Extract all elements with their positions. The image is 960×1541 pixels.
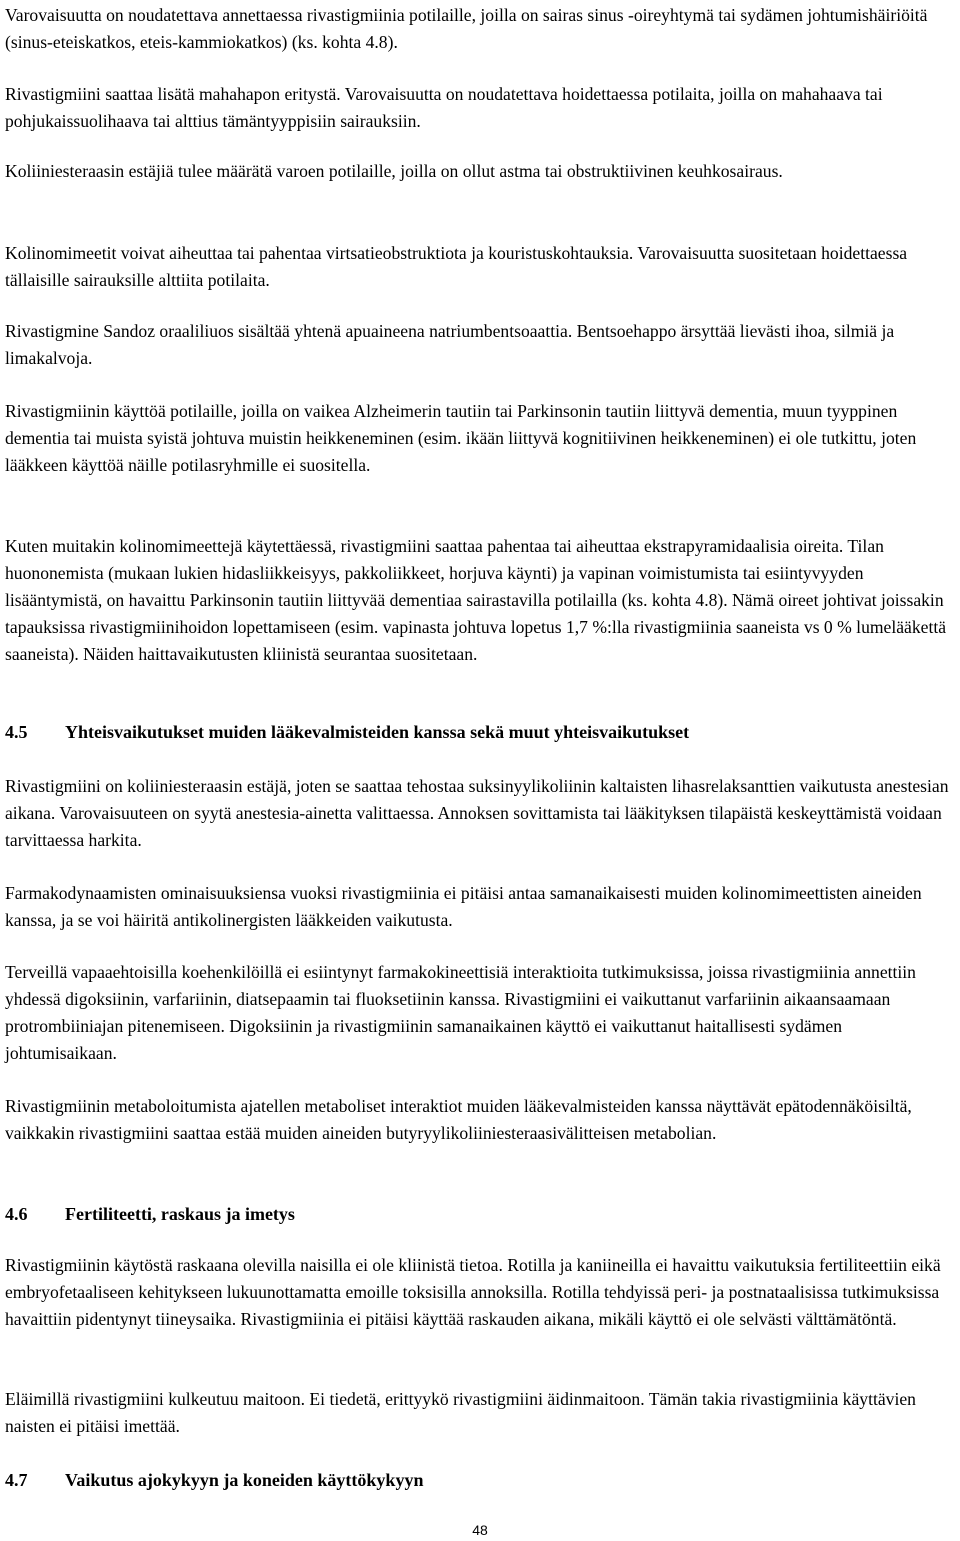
section-number: 4.6 (5, 1204, 28, 1224)
paragraph: Rivastigmiini on koliiniesteraasin estäjä, joten se saattaa tehostaa suksinyylikoliinin kaltaisten lihasrelaksanttien vaikutusta anestesian aikana. Varovaisuuteen on syytä anestesia-ainetta valittaessa. Annoksen sovittamista tai lääkityksen tilapäistä keskeyttämistä voidaan tarvittaessa harkita. (5, 776, 949, 850)
paragraph: Eläimillä rivastigmiini kulkeutuu maitoon. Ei tiedetä, erittyykö rivastigmiini äidinmaitoon. Tämän takia rivastigmiinia käyttävien naisten ei pitäisi imettää. (5, 1389, 916, 1436)
page-number: 48 (472, 1522, 488, 1538)
paragraph: Koliiniesteraasin estäjiä tulee määrätä varoen potilaille, joilla on ollut astma tai obstruktiivinen keuhkosairaus. (5, 161, 783, 181)
section-heading-4-6 (5, 1201, 295, 1228)
section-title: Fertiliteetti, raskaus ja imetys (65, 1204, 295, 1224)
section-heading-4-5 (5, 719, 689, 746)
section-heading-4-7 (5, 1467, 423, 1494)
paragraph: Rivastigmiinin metaboloitumista ajatellen metaboliset interaktiot muiden lääkevalmisteiden kanssa näyttävät epätodennäköisiltä, vaikkakin rivastigmiini saattaa estää muiden aineiden butyryylikoliiniesteraasivälitteisen metabolian. (5, 1096, 912, 1143)
paragraph: Rivastigmiini saattaa lisätä mahahapon eritystä. Varovaisuutta on noudatettava hoidettaessa potilaita, joilla on mahahaava tai pohjukaissuolihaava tai alttius tämäntyyppisiin sairauksiin. (5, 84, 883, 131)
section-number: 4.5 (5, 722, 28, 742)
section-number: 4.7 (5, 1470, 28, 1490)
paragraph: Rivastigmiinin käyttöä potilaille, joilla on vaikea Alzheimerin tautiin tai Parkinsonin tautiin liittyvä dementia, muun tyyppinen dementia tai muista syistä johtuva muistin heikkeneminen (esim. ikään liittyvä kognitiivinen heikkeneminen) ei ole tutkittu, joten lääkkeen käyttöä näille potilasryhmille ei suositella. (5, 401, 917, 475)
paragraph: Kuten muitakin kolinomimeettejä käytettäessä, rivastigmiini saattaa pahentaa tai aiheuttaa ekstrapyramidaalisia oireita. Tilan huononemista (mukaan lukien hidasliikkeisyys, pakkoliikkeet, horjuva käynti) ja vapinan voimistumista tai esiintyvyyden lisääntymistä, on havaittu Parkinsonin tautiin liittyvää dementiaa sairastavilla potilailla (ks. kohta 4.8). Nämä oireet johtivat joissakin tapauksissa rivastigmiinihoidon lopettamiseen (esim. vapinasta johtuva lopetus 1,7 %:lla rivastigmiinia saaneista vs 0 % lumelääkettä saaneista). Näiden haittavaikutusten kliinistä seurantaa suositetaan. (5, 536, 947, 664)
paragraph: Rivastigmine Sandoz oraaliliuos sisältää yhtenä apuaineena natriumbentsoaattia. Bentsoehappo ärsyttää lievästi ihoa, silmiä ja limakalvoja. (5, 321, 895, 368)
paragraph: Varovaisuutta on noudatettava annettaessa rivastigmiinia potilaille, joilla on sairas sinus -oireyhtymä tai sydämen johtumishäiriöitä (sinus-eteiskatkos, eteis-kammiokatkos) (ks. kohta 4.8). (5, 5, 928, 52)
paragraph: Terveillä vapaaehtoisilla koehenkilöillä ei esiintynyt farmakokineettisiä interaktioita tutkimuksissa, joissa rivastigmiinia annettiin yhdessä digoksiinin, varfariinin, diatsepaamin tai fluoksetiinin kanssa. Rivastigmiini ei vaikuttanut varfariinin aikaansaamaan protrombiiniajan pitenemiseen. Digoksiinin ja rivastigmiinin samanaikainen käyttö ei vaikuttanut haitallisesti sydämen johtumisaikaan. (5, 962, 916, 1063)
paragraph: Farmakodynaamisten ominaisuuksiensa vuoksi rivastigmiinia ei pitäisi antaa samanaikaisesti muiden kolinomimeettisten aineiden kanssa, ja se voi häiritä antikolinergisten lääkkeiden vaikutusta. (5, 883, 922, 930)
section-title: Vaikutus ajokykyyn ja koneiden käyttökykyyn (65, 1470, 424, 1490)
paragraph: Kolinomimeetit voivat aiheuttaa tai pahentaa virtsatieobstruktiota ja kouristuskohtauksia. Varovaisuutta suositetaan hoidettaessa tällaisille sairauksille alttiita potilaita. (5, 243, 908, 290)
section-title: Yhteisvaikutukset muiden lääkevalmisteiden kanssa sekä muut yhteisvaikutukset (65, 722, 690, 742)
paragraph: Rivastigmiinin käytöstä raskaana olevilla naisilla ei ole kliinistä tietoa. Rotilla ja kaniineilla ei havaittu vaikutuksia fertiliteettiin eikä embryofetaaliseen kehitykseen lukuunottamatta emoille toksisilla annoksilla. Rotilla tehdyissä peri- ja postnataalisissa tutkimuksissa havaittiin pidentynyt tiineysaika. Rivastigmiinia ei pitäisi käyttää raskauden aikana, mikäli käyttö ei ole selvästi välttämätöntä. (5, 1255, 941, 1329)
